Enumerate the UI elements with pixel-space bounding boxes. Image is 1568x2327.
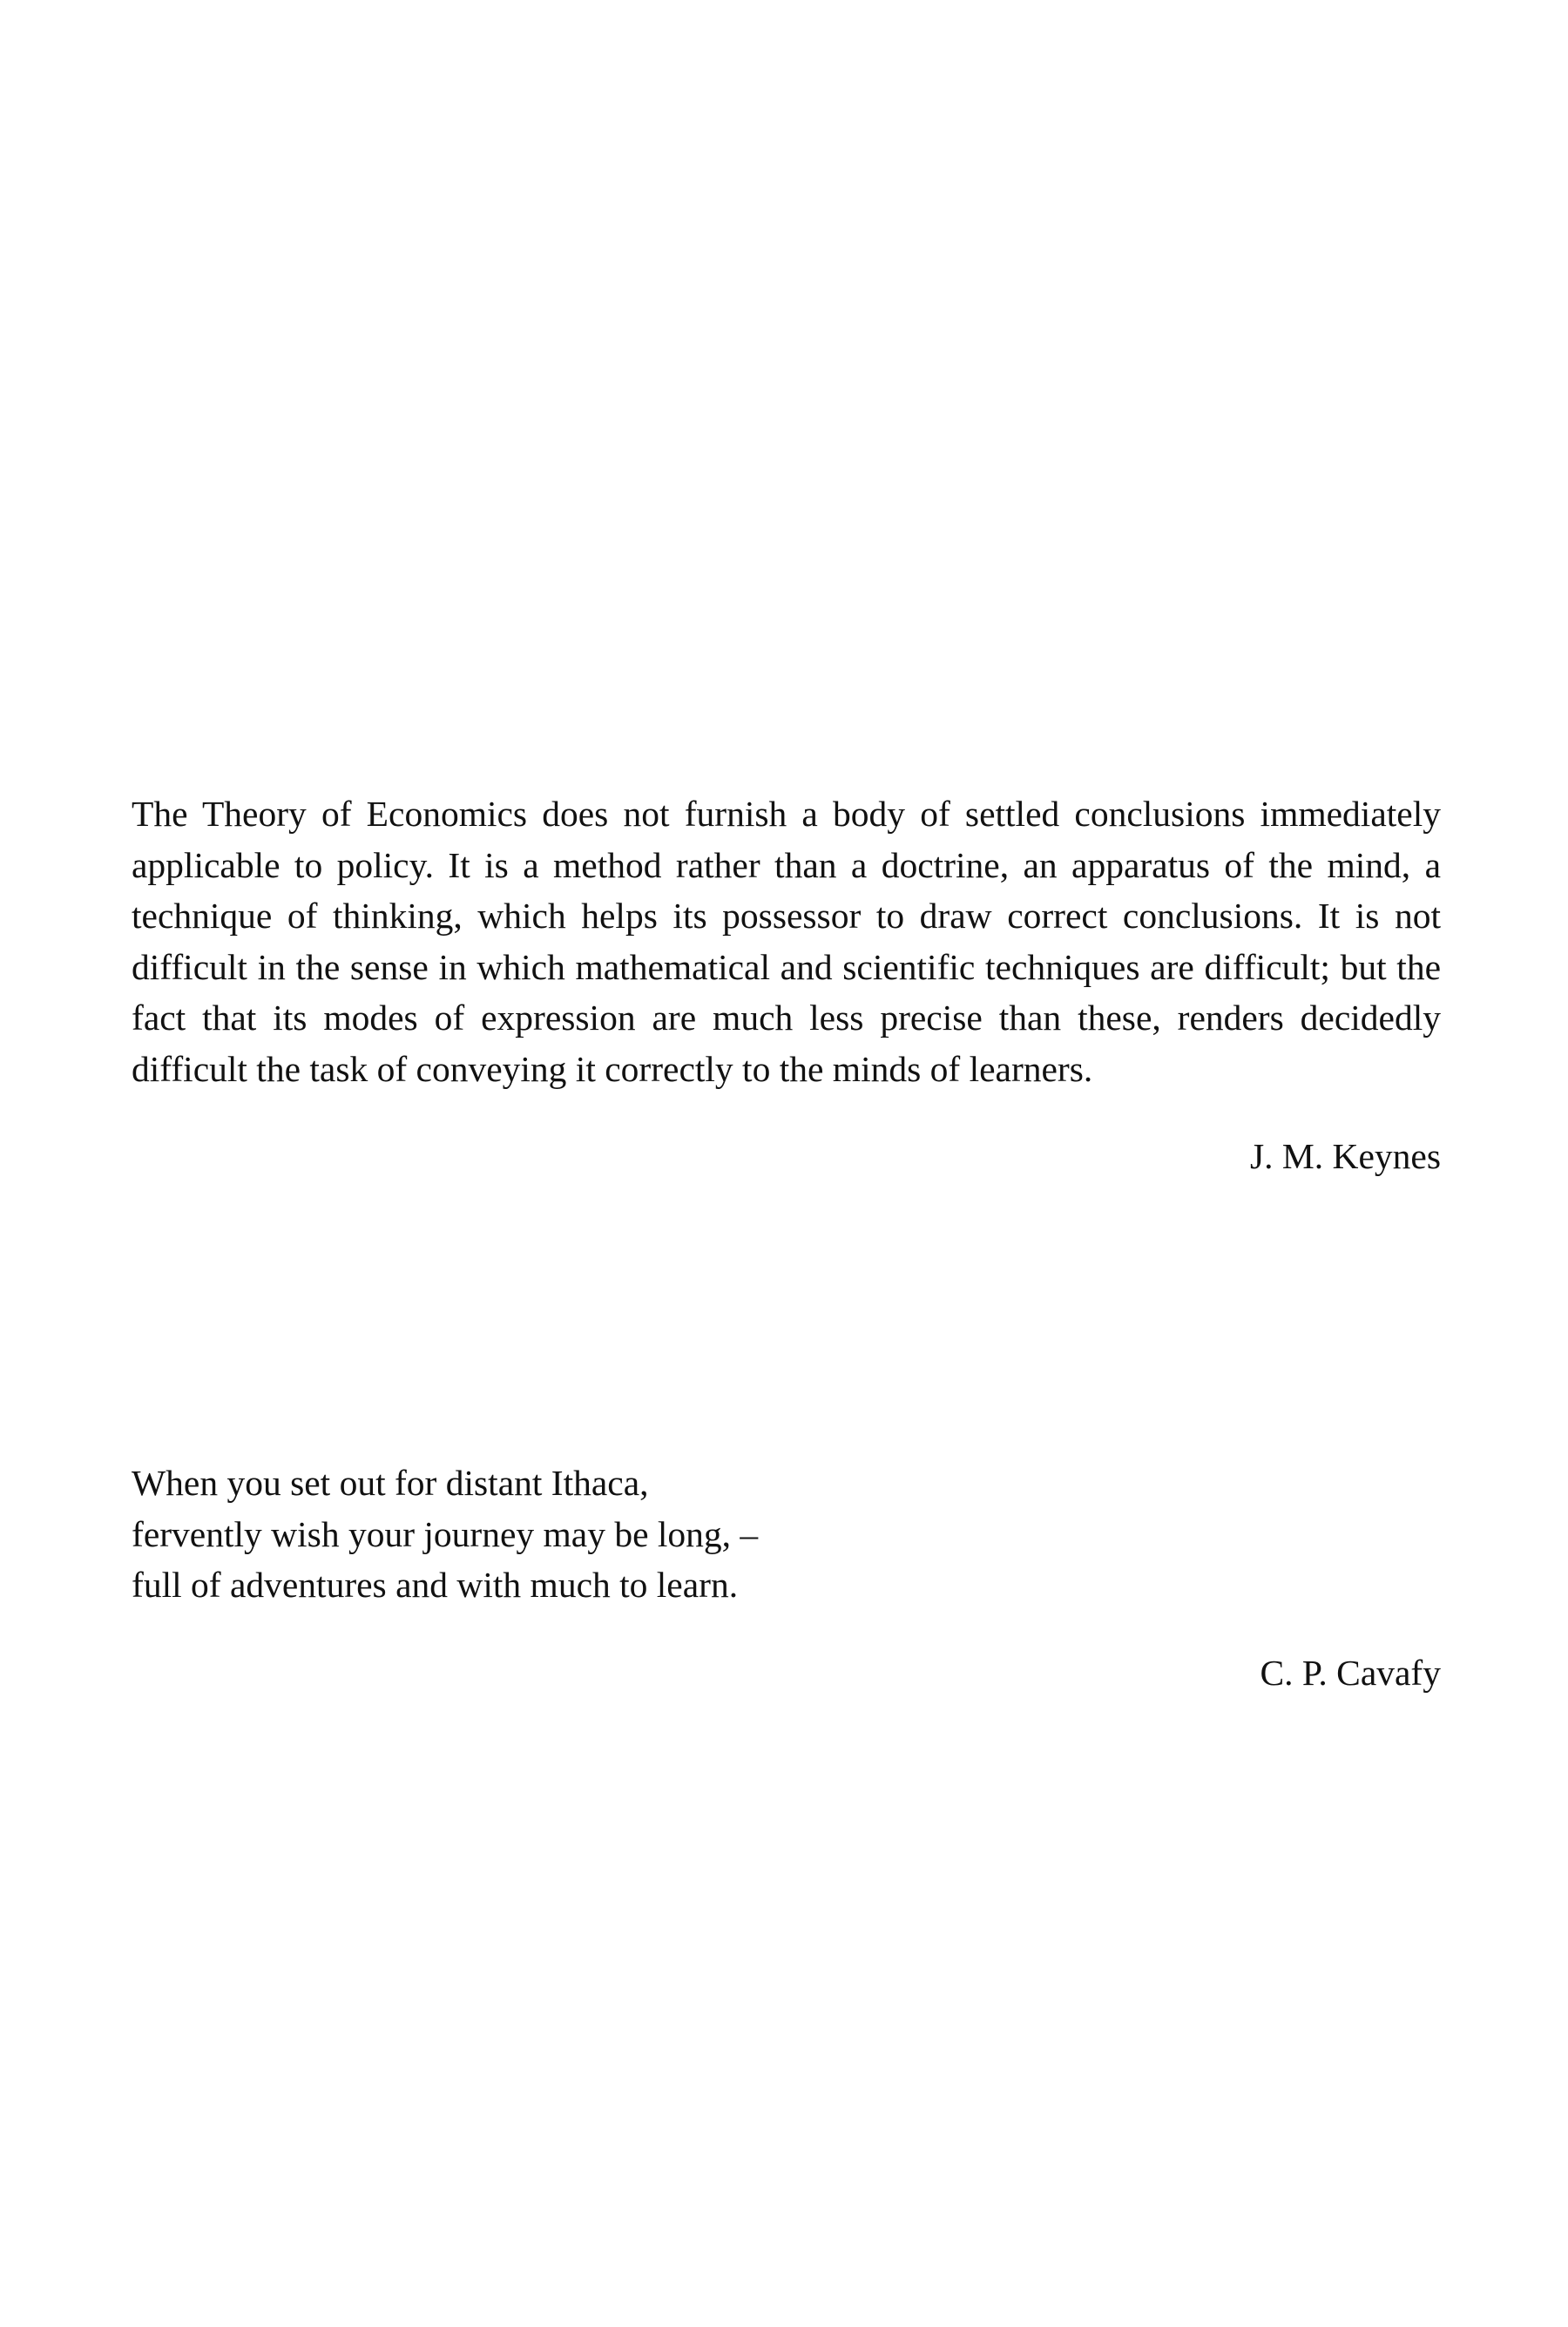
keynes-attribution: J. M. Keynes [1249,1136,1441,1176]
cavafy-verse-line: fervently wish your journey may be long, – [132,1513,759,1554]
keynes-quote-text: The Theory of Economics does not furnish a body of settled conclusions immediately applicable to policy. It is a method rather than a doctrine, an apparatus of the mind, a technique of thinking, which helps its possessor to draw correct conclusions. It is not difficult in the sense in which mathematical and scientific techniques are difficult; but the fact that its modes of expression are much less precise than these, renders decidedly difficult the task of conveying it correctly to the minds of learners. [132,794,1441,1089]
cavafy-verse-line: When you set out for distant Ithaca, [132,1463,649,1503]
cavafy-attribution: C. P. Cavafy [1260,1652,1441,1693]
cavafy-epigraph [132,1458,1441,1698]
cavafy-verse-line: full of adventures and with much to learn. [132,1565,739,1605]
keynes-epigraph [132,788,1441,1182]
